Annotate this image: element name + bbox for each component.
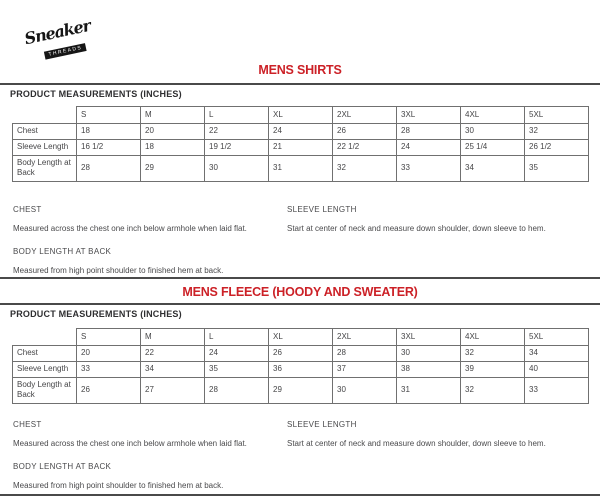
size-column-header: 4XL (461, 329, 525, 346)
measurement-cell: 18 (77, 124, 141, 140)
note-text: Measured across the chest one inch below armhole when laid flat. (13, 439, 247, 448)
measurement-cell: 33 (77, 362, 141, 378)
note-heading: CHEST (13, 420, 42, 429)
note-heading: SLEEVE LENGTH (287, 205, 357, 214)
row-label: Sleeve Length (13, 362, 77, 378)
table-row (13, 140, 589, 156)
note-text: Measured from high point shoulder to finished hem at back. (13, 480, 224, 490)
section-title-mens-fleece: MENS FLEECE (HOODY AND SWEATER) (182, 285, 418, 299)
measurement-cell: 18 (141, 140, 205, 156)
measurement-cell: 24 (269, 124, 333, 140)
measurement-cell: 26 (269, 346, 333, 362)
measurement-cell: 31 (397, 378, 461, 404)
notes-column-left (13, 205, 287, 288)
size-column-header: 3XL (397, 107, 461, 124)
size-column-header: 3XL (397, 329, 461, 346)
measurement-note (287, 420, 565, 453)
table-row (13, 346, 589, 362)
measurement-cell: 22 (205, 124, 269, 140)
blank-corner-cell (13, 329, 77, 346)
size-column-header: L (205, 107, 269, 124)
measurement-cell: 29 (269, 378, 333, 404)
measurement-cell: 34 (525, 346, 589, 362)
size-column-header: S (77, 329, 141, 346)
measurement-cell: 30 (333, 378, 397, 404)
measurement-cell: 38 (397, 362, 461, 378)
sneakerthreads-logo (23, 17, 99, 65)
measurement-cell: 33 (397, 156, 461, 182)
mens-fleece-notes (13, 420, 590, 500)
measurement-cell: 39 (461, 362, 525, 378)
divider-line (0, 494, 600, 496)
measurement-cell: 34 (461, 156, 525, 182)
measurements-label: PRODUCT MEASUREMENTS (INCHES) (10, 89, 182, 99)
row-label: Body Length at Back (13, 156, 77, 182)
size-column-header: 5XL (525, 329, 589, 346)
measurement-cell: 28 (77, 156, 141, 182)
table-header-row (13, 107, 589, 124)
measurement-cell: 35 (525, 156, 589, 182)
size-column-header: XL (269, 329, 333, 346)
measurement-cell: 40 (525, 362, 589, 378)
divider-line (0, 277, 600, 279)
size-column-header: M (141, 329, 205, 346)
measurement-cell: 26 (77, 378, 141, 404)
row-label: Chest (13, 124, 77, 140)
measurements-label: PRODUCT MEASUREMENTS (INCHES) (10, 309, 182, 319)
measurement-note (13, 247, 287, 280)
measurement-cell: 28 (397, 124, 461, 140)
size-column-header: 5XL (525, 107, 589, 124)
blank-corner-cell (13, 107, 77, 124)
note-heading: SLEEVE LENGTH (287, 420, 357, 429)
note-heading: CHEST (13, 205, 42, 214)
logo-brand-text: Sneaker (22, 15, 92, 49)
mens-fleece-size-table (12, 328, 589, 404)
measurement-cell: 26 1/2 (525, 140, 589, 156)
measurement-cell: 28 (205, 378, 269, 404)
measurement-cell: 32 (461, 378, 525, 404)
note-text: Start at center of neck and measure down shoulder, down sleeve to hem. (287, 439, 546, 448)
measurement-note (13, 205, 287, 238)
measurement-cell: 26 (333, 124, 397, 140)
measurement-cell: 32 (461, 346, 525, 362)
size-column-header: M (141, 107, 205, 124)
row-label: Sleeve Length (13, 140, 77, 156)
note-text: Measured from high point shoulder to finished hem at back. (13, 265, 224, 275)
divider-line (0, 303, 600, 305)
row-label: Chest (13, 346, 77, 362)
table-row (13, 362, 589, 378)
row-label: Body Length at Back (13, 378, 77, 404)
mens-shirts-notes (13, 205, 590, 288)
note-text: Measured across the chest one inch below armhole when laid flat. (13, 224, 247, 233)
size-column-header: L (205, 329, 269, 346)
note-heading: BODY LENGTH AT BACK (13, 246, 112, 256)
table-header-row (13, 329, 589, 346)
measurement-cell: 20 (77, 346, 141, 362)
measurement-cell: 32 (525, 124, 589, 140)
measurement-cell: 28 (333, 346, 397, 362)
table-row (13, 378, 589, 404)
notes-column-right (287, 205, 565, 288)
notes-column-right (287, 420, 565, 500)
measurement-cell: 33 (525, 378, 589, 404)
measurement-cell: 29 (141, 156, 205, 182)
measurement-cell: 34 (141, 362, 205, 378)
measurement-cell: 30 (397, 346, 461, 362)
note-heading: BODY LENGTH AT BACK (13, 461, 112, 471)
measurement-note (13, 420, 287, 453)
measurement-note (13, 462, 287, 495)
measurement-cell: 30 (461, 124, 525, 140)
note-text: Start at center of neck and measure down shoulder, down sleeve to hem. (287, 224, 546, 233)
size-column-header: 2XL (333, 107, 397, 124)
measurement-cell: 24 (205, 346, 269, 362)
measurement-cell: 19 1/2 (205, 140, 269, 156)
mens-shirts-size-table (12, 106, 589, 182)
measurement-cell: 21 (269, 140, 333, 156)
section-title-mens-shirts: MENS SHIRTS (258, 63, 342, 77)
measurement-cell: 22 (141, 346, 205, 362)
measurement-cell: 27 (141, 378, 205, 404)
measurement-cell: 36 (269, 362, 333, 378)
logo-sub-text: THREADS (44, 43, 87, 60)
table-row (13, 156, 589, 182)
measurement-cell: 32 (333, 156, 397, 182)
divider-line (0, 83, 600, 85)
table-row (13, 124, 589, 140)
size-column-header: S (77, 107, 141, 124)
notes-column-left (13, 420, 287, 500)
measurement-cell: 20 (141, 124, 205, 140)
size-column-header: XL (269, 107, 333, 124)
measurement-cell: 35 (205, 362, 269, 378)
measurement-cell: 31 (269, 156, 333, 182)
measurement-cell: 22 1/2 (333, 140, 397, 156)
measurement-note (287, 205, 565, 238)
size-column-header: 4XL (461, 107, 525, 124)
size-column-header: 2XL (333, 329, 397, 346)
measurement-cell: 24 (397, 140, 461, 156)
measurement-cell: 25 1/4 (461, 140, 525, 156)
measurement-cell: 16 1/2 (77, 140, 141, 156)
measurement-cell: 37 (333, 362, 397, 378)
measurement-cell: 30 (205, 156, 269, 182)
